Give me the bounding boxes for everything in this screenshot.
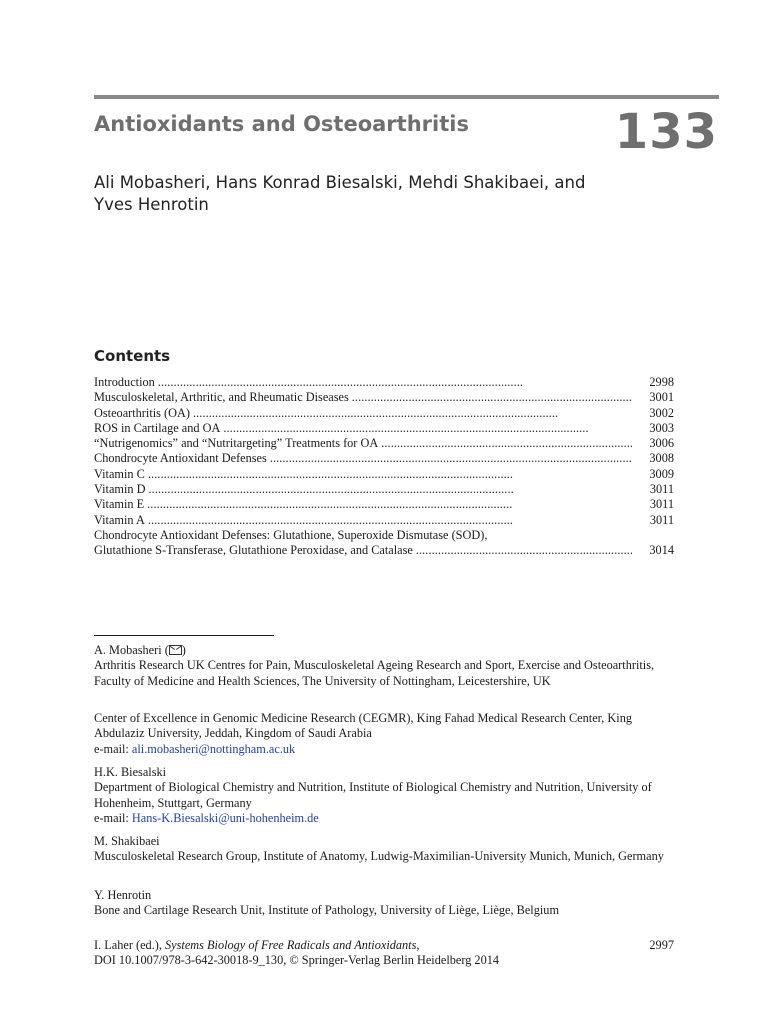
toc-entry-multiline[interactable]: [94, 528, 674, 559]
toc-entry[interactable]: [94, 467, 674, 482]
punctuation: ,: [416, 938, 420, 952]
toc-entry-title: Osteoarthritis (OA): [94, 405, 190, 420]
toc-leader-dots: [223, 421, 632, 436]
toc-entry[interactable]: [94, 436, 674, 451]
email-label: e-mail:: [94, 741, 132, 756]
page-footer: [94, 938, 674, 969]
toc-entry-title: Vitamin C: [94, 466, 145, 481]
email-link[interactable]: Hans-K.Biesalski@uni-hohenheim.de: [131, 811, 319, 826]
affiliation-mobasheri-2: [94, 711, 684, 757]
toc-leader-dots: [270, 451, 632, 466]
toc-entry-page: 3003: [649, 420, 674, 435]
table-of-contents: [94, 375, 674, 559]
toc-leader-dots: [381, 436, 632, 451]
toc-entry[interactable]: [94, 482, 674, 497]
chapter-number: 133: [614, 104, 718, 160]
affiliation-text: Arthritis Research UK Centres for Pain, Musculoskeletal Ageing Research and Sport, Exercise and Osteoarthritis, Faculty of Medicine and Health Sciences, The University of Nottingham, Leicestershire, UK: [94, 658, 655, 688]
toc-leader-dots: [148, 467, 632, 482]
toc-entry[interactable]: [94, 390, 674, 405]
toc-entry[interactable]: [94, 375, 674, 390]
toc-leader-dots: [352, 390, 632, 405]
toc-entry[interactable]: [94, 497, 674, 512]
toc-entry-title: “Nutrigenomics” and “Nutritargeting” Treatments for OA: [94, 436, 379, 451]
editor: I. Laher (ed.),: [94, 938, 166, 952]
toc-entry[interactable]: [94, 513, 674, 528]
envelope-icon: [169, 645, 182, 655]
book-title: Systems Biology of Free Radicals and Antioxidants: [165, 938, 417, 952]
author-name: M. Shakibaei: [94, 834, 160, 848]
page-number: 2997: [649, 938, 674, 952]
toc-leader-dots: [149, 482, 632, 497]
chapter-title: Antioxidants and Osteoarthritis: [94, 112, 469, 136]
citation-line: [94, 938, 419, 953]
toc-entry-title-line-1: Chondrocyte Antioxidant Defenses: Glutathione, Superoxide Dismutase (SOD),: [94, 527, 488, 542]
author-line-2: Yves Henrotin: [94, 195, 209, 214]
footnote-rule: [94, 635, 274, 636]
affiliation-text: Musculoskeletal Research Group, Institute of Anatomy, Ludwig-Maximilian-University Munich, Munich, Germany: [94, 849, 664, 864]
toc-entry[interactable]: [94, 421, 674, 436]
contents-heading: Contents: [94, 347, 171, 365]
toc-entry-title: Chondrocyte Antioxidant Defenses: [94, 451, 267, 466]
affiliation-text: Bone and Cartilage Research Unit, Institute of Pathology, University of Liège, Liège, Belgium: [94, 903, 560, 918]
affiliation-text: Department of Biological Chemistry and Nutrition, Institute of Biological Chemistry and Nutrition, University of Hohenheim, Stuttgart, Germany: [94, 780, 652, 810]
toc-entry-page: 2998: [649, 375, 674, 389]
toc-entry-page: 3009: [649, 466, 674, 481]
toc-entry[interactable]: [94, 406, 674, 421]
affiliation-shakibaei: [94, 834, 684, 865]
affiliation-mobasheri: [94, 643, 684, 689]
toc-leader-dots: [148, 513, 632, 528]
affiliation-text: Center of Excellence in Genomic Medicine Research (CEGMR), King Fahad Medical Research Center, King Abdulaziz University, Jeddah, Kingdom of Saudi Arabia: [94, 711, 633, 741]
toc-leader-dots: [416, 543, 632, 558]
toc-entry-page: 3011: [649, 512, 674, 527]
affiliation-henrotin: [94, 888, 684, 919]
toc-entry-title: Introduction: [94, 375, 155, 389]
toc-entry-page: 3011: [649, 497, 674, 512]
email-link[interactable]: ali.mobasheri@nottingham.ac.uk: [131, 741, 296, 756]
toc-entry-title: ROS in Cartilage and OA: [94, 420, 221, 435]
toc-entry-title: Vitamin D: [94, 482, 146, 497]
toc-entry-page: 3014: [649, 543, 674, 558]
top-rule: [94, 95, 719, 99]
toc-entry-title-line-2: Glutathione S-Transferase, Glutathione Peroxidase, and Catalase: [94, 543, 413, 558]
author-name: A. Mobasheri (: [94, 643, 169, 657]
affiliation-biesalski: [94, 765, 684, 827]
author-list: [94, 172, 654, 216]
email-label: e-mail:: [94, 811, 132, 826]
toc-leader-dots: [158, 375, 632, 390]
toc-entry-page: 3008: [649, 451, 674, 466]
toc-leader-dots: [193, 406, 632, 421]
doi-line: DOI 10.1007/978-3-642-30018-9_130, © Springer-Verlag Berlin Heidelberg 2014: [94, 953, 500, 968]
toc-entry-page: 3006: [649, 436, 674, 451]
author-name: H.K. Biesalski: [94, 765, 167, 779]
toc-entry[interactable]: [94, 451, 674, 466]
toc-entry-title: Vitamin E: [94, 497, 145, 512]
toc-entry-title: Vitamin A: [94, 512, 145, 527]
author-name-close: ): [181, 643, 186, 657]
author-line-1: Ali Mobasheri, Hans Konrad Biesalski, Mehdi Shakibaei, and: [94, 173, 586, 192]
toc-entry-page: 3001: [649, 390, 674, 405]
author-name: Y. Henrotin: [94, 888, 152, 902]
toc-leader-dots: [147, 497, 632, 512]
toc-entry-page: 3011: [649, 482, 674, 497]
toc-entry-title: Musculoskeletal, Arthritic, and Rheumatic Diseases: [94, 390, 349, 405]
toc-entry-page: 3002: [649, 405, 674, 420]
